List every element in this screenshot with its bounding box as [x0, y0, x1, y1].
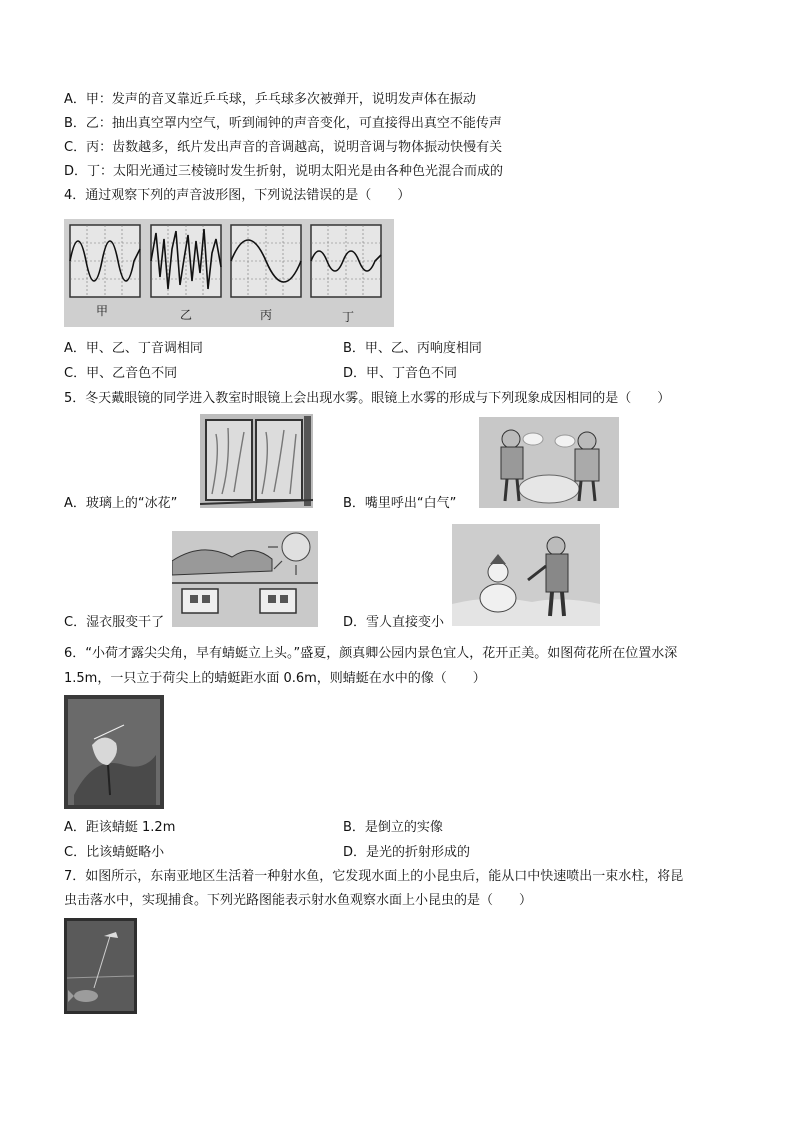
q4-stem: 4．通过观察下列的声音波形图，下列说法错误的是（ ） [64, 188, 411, 203]
label-bing: 丙 [259, 308, 273, 322]
label-yi: 乙 [179, 308, 193, 322]
q7-stem-line1: 7．如图所示，东南亚地区生活着一种射水鱼，它发现水面上的小昆虫后，能从口中快速喷出一束水柱，将昆 [64, 869, 684, 884]
q6-option-d: D．是光的折射形成的 [343, 845, 471, 860]
q5-option-d: D．雪人直接变小 [343, 615, 445, 630]
q4-option-b: B．甲、乙、丙响度相同 [343, 341, 482, 356]
q5-option-b: B．嘴里呼出“白气” [343, 496, 457, 511]
label-ding: 丁 [341, 310, 355, 324]
q6-option-b: B．是倒立的实像 [343, 820, 443, 835]
q6-image-dragonfly [64, 695, 164, 809]
q6-stem-line2: 1.5m，一只立于荷尖上的蜻蜓距水面 0.6m，则蜻蜓在水中的像（ ） [64, 671, 486, 686]
q5-image-ice-flowers [200, 414, 313, 508]
q4-waveform-figure [64, 219, 394, 327]
label-jia: 甲 [95, 304, 109, 318]
waveform-ding [311, 225, 381, 297]
q3-option-b: B．乙：抽出真空罩内空气，听到闹钟的声音变化，可直接得出真空不能传声 [64, 116, 502, 131]
q5-stem: 5．冬天戴眼镜的同学进入教室时眼镜上会出现水雾。眼镜上水雾的形成与下列现象成因相同的是（ ） [64, 391, 671, 406]
q5-image-breath [479, 417, 619, 508]
q7-stem-line2: 虫击落水中，实现捕食。下列光路图能表示射水鱼观察水面上小昆虫的是（ ） [64, 893, 533, 908]
q3-option-c: C．丙：齿数越多，纸片发出声音的音调越高，说明音调与物体振动快慢有关 [64, 140, 503, 155]
waveform-bing [231, 225, 301, 297]
q3-option-d: D．丁：太阳光通过三棱镜时发生折射，说明太阳光是由各种色光混合而成的 [64, 164, 504, 179]
q6-option-c: C．比该蜻蜓略小 [64, 845, 165, 860]
q5-option-a: A．玻璃上的“冰花” [64, 496, 178, 511]
waveform-jia [70, 225, 140, 297]
q4-option-c: C．甲、乙音色不同 [64, 366, 178, 381]
q6-option-a: A．距该蜻蜓 1.2m [64, 820, 176, 835]
q5-image-snowman [452, 524, 600, 626]
q3-option-a: A．甲：发声的音叉靠近乒乓球，乒乓球多次被弹开，说明发声体在振动 [64, 92, 476, 107]
q4-option-d: D．甲、丁音色不同 [343, 366, 458, 381]
q4-option-a: A．甲、乙、丁音调相同 [64, 341, 203, 356]
q5-option-c: C．湿衣服变干了 [64, 615, 165, 630]
q6-stem-line1: 6．“小荷才露尖尖角，早有蜻蜓立上头。”盛夏，颜真卿公园内景色宜人，花开正美。如图荷花所在位置水深 [64, 646, 678, 661]
q7-image-archerfish [64, 918, 137, 1014]
waveform-yi [151, 225, 221, 297]
q5-image-drying-clothes [172, 531, 318, 627]
